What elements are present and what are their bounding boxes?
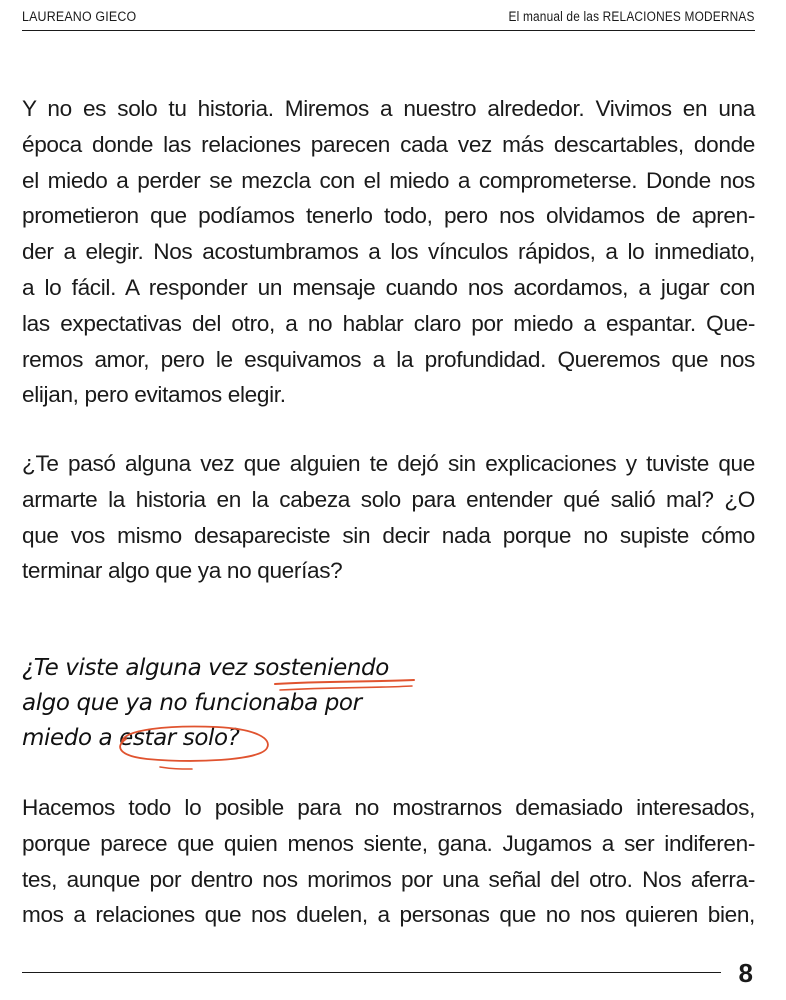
text-line: Y no es solo tu historia. Miremos a nuestro alrededor. Vivimos en una — [22, 96, 755, 121]
text-line: que vos mismo desapareciste sin decir nada porque no supiste cómo — [22, 522, 755, 548]
quote-line-2: algo que ya no funcionaba por — [22, 690, 362, 716]
text-line: el miedo a perder se mezcla con el miedo a comprometerse. Donde nos — [22, 167, 755, 193]
text-line: porque parece que quien menos siente, gana. Jugamos a ser indiferen- — [22, 830, 755, 856]
header-book-title: El manual de las RELACIONES MODERNAS — [508, 9, 755, 24]
text-line: elijan, pero evitamos elegir. — [22, 382, 286, 408]
underline-stroke — [280, 686, 412, 690]
text-line: ¿Te pasó alguna vez que alguien te dejó sin explicaciones y tuviste que — [22, 451, 755, 476]
text-line: terminar algo que ya no querías? — [22, 558, 343, 584]
hand-drawn-marks — [22, 651, 442, 781]
paragraph-3 — [22, 790, 755, 933]
text-line: época donde las relaciones parecen cada vez más descartables, donde — [22, 131, 755, 157]
footer-rule — [22, 972, 721, 973]
quote-underlined-word: sosteniendo — [253, 655, 389, 681]
quote-line-3: miedo a estar solo? — [22, 725, 240, 751]
text-line: Hacemos todo lo posible para no mostrarnos demasiado interesados, — [22, 795, 755, 820]
paragraph-1 — [22, 91, 755, 413]
text-line: der a elegir. Nos acostumbramos a los vínculos rápidos, a lo inmediato, — [22, 239, 755, 265]
text-line: mos a relaciones que nos duelen, a personas que no nos quieren bien, — [22, 902, 755, 928]
quote-line-1: ¿Te viste alguna vez sosteniendo — [22, 655, 389, 681]
text-line: prometieron que podíamos tenerlo todo, pero nos olvidamos de apren- — [22, 203, 755, 229]
text-line: tes, aunque por dentro nos morimos por una señal del otro. Nos aferra- — [22, 866, 755, 892]
text-line: armarte la historia en la cabeza solo para entender qué salió mal? ¿O — [22, 486, 755, 512]
text-line: remos amor, pero le esquivamos a la profundidad. Queremos que nos — [22, 346, 755, 372]
header-author: LAUREANO GIECO — [22, 9, 137, 24]
page-number: 8 — [738, 958, 753, 988]
paragraph-2 — [22, 446, 755, 589]
pull-quote — [22, 651, 389, 756]
circle-stroke — [160, 767, 192, 769]
text-line: a lo fácil. A responder un mensaje cuando nos acordamos, a jugar con — [22, 274, 755, 300]
text-line: las expectativas del otro, a no hablar claro por miedo a espantar. Que- — [22, 310, 755, 336]
circle-stroke — [120, 727, 268, 761]
quote-circled-phrase: estar solo — [119, 725, 228, 751]
underline-stroke — [275, 680, 414, 684]
running-header — [22, 6, 755, 31]
